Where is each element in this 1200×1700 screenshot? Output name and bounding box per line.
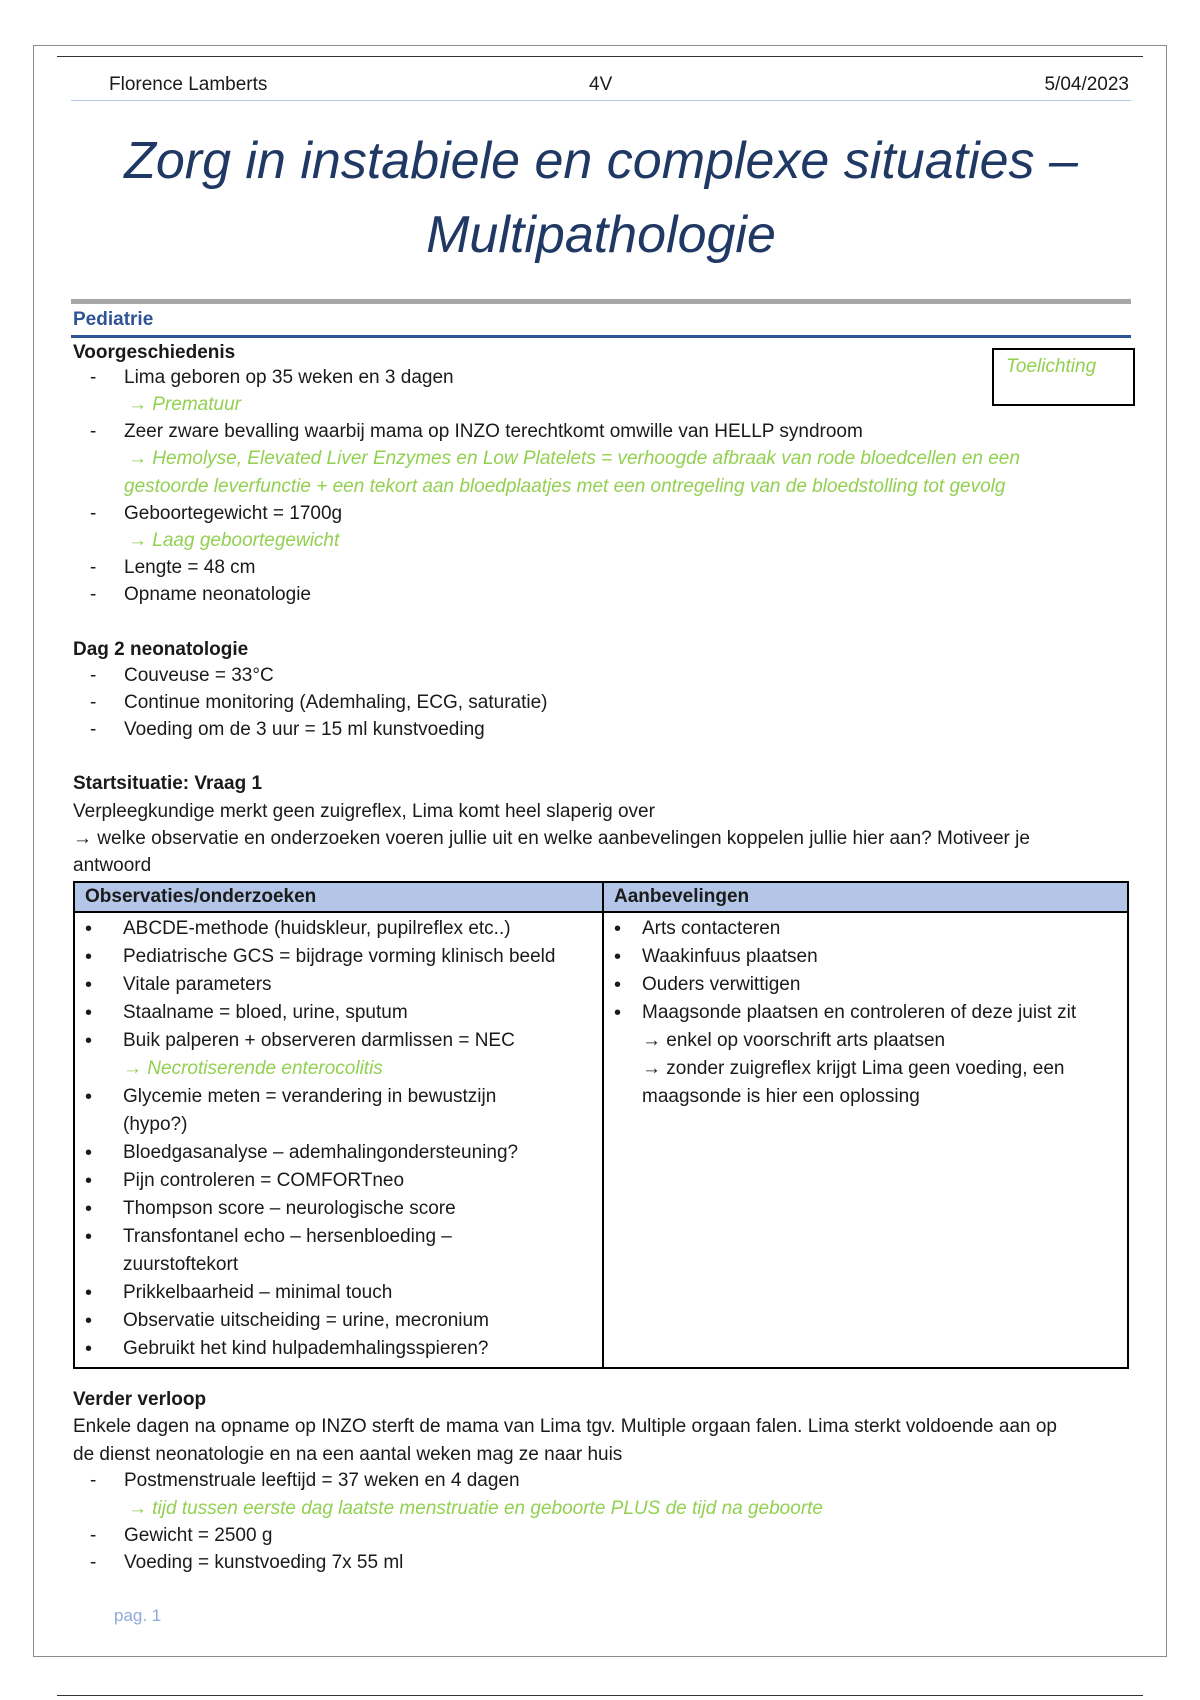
note-line: → Prematuur — [128, 394, 241, 415]
list-item: Opname neonatologie — [124, 584, 311, 605]
list-item: Lima geboren op 35 weken en 3 dagen — [124, 367, 454, 388]
section-divider — [71, 335, 1131, 338]
title-line-1: Zorg in instabiele en complexe situaties – — [124, 132, 1078, 190]
arrow-icon: → — [128, 1498, 153, 1519]
note-line: → Laag geboortegewicht — [128, 530, 340, 551]
list-item: Geboortegewicht = 1700g — [124, 503, 343, 524]
dash-bullet: - — [90, 367, 97, 388]
note-line: → tijd tussen eerste dag laatste menstruatie en geboorte PLUS de tijd na geboorte — [128, 1498, 823, 1519]
table-item: • Observatie uitscheiding = urine, mecronium — [75, 1307, 602, 1335]
toelichting-box: Toelichting — [992, 348, 1135, 406]
note-line: → Hemolyse, Elevated Liver Enzymes en Low Platelets = verhoogde afbraak van rode bloedcellen en een — [128, 448, 1020, 469]
arrow-icon: → — [128, 394, 153, 415]
dash-bullet: - — [90, 719, 97, 740]
arrow-icon: → — [642, 1030, 667, 1051]
author-name: Florence Lamberts — [109, 74, 268, 95]
table-item: • Gebruikt het kind hulpademhalingsspieren? — [75, 1335, 602, 1363]
paragraph-line: Verpleegkundige merkt geen zuigreflex, Lima komt heel slaperig over — [73, 801, 655, 822]
table-item: • Pediatrische GCS = bijdrage vorming klinisch beeld — [75, 943, 602, 971]
list-item: Postmenstruale leeftijd = 37 weken en 4 dagen — [124, 1470, 520, 1491]
table-item: • Pijn controleren = COMFORTneo — [75, 1167, 602, 1195]
table-item: • Waakinfuus plaatsen — [604, 943, 1127, 971]
table-item: • Thompson score – neurologische score — [75, 1195, 602, 1223]
page-header — [71, 72, 1131, 101]
dash-bullet: - — [90, 584, 97, 605]
list-item: Voeding om de 3 uur = 15 ml kunstvoeding — [124, 719, 485, 740]
bottom-rule — [57, 1695, 1143, 1696]
arrow-icon: → — [123, 1058, 148, 1079]
arrow-icon: → — [642, 1058, 667, 1079]
class-label: 4V — [589, 74, 613, 95]
paragraph-line: Enkele dagen na opname op INZO sterft de mama van Lima tgv. Multiple orgaan falen. Lima sterkt voldoende aan op — [73, 1416, 1057, 1437]
column-header: Aanbevelingen — [603, 882, 1128, 912]
table-item: • Vitale parameters — [75, 971, 602, 999]
table-item-continuation: (hypo?) — [123, 1114, 188, 1135]
table-item-continuation: → zonder zuigreflex krijgt Lima geen voeding, een — [642, 1058, 1065, 1079]
list-item: Couveuse = 33°C — [124, 665, 274, 686]
arrow-icon: → — [73, 828, 98, 849]
table-item-continuation: → enkel op voorschrift arts plaatsen — [642, 1030, 946, 1051]
dash-bullet: - — [90, 1470, 97, 1491]
table-item: • Transfontanel echo – hersenbloeding – — [75, 1223, 602, 1251]
dag2-heading: Dag 2 neonatologie — [73, 639, 249, 660]
top-rule — [57, 56, 1143, 57]
table-note: → Necrotiserende enterocolitis — [123, 1058, 383, 1079]
arrow-icon: → — [128, 530, 153, 551]
paragraph-line: → welke observatie en onderzoeken voeren jullie uit en welke aanbevelingen koppelen jullie hier aan? Motiveer je — [73, 828, 1030, 849]
dash-bullet: - — [90, 557, 97, 578]
table-item-continuation: maagsonde is hier een oplossing — [642, 1086, 920, 1107]
title-line-2: Multipathologie — [426, 206, 776, 264]
list-item: Voeding = kunstvoeding 7x 55 ml — [124, 1552, 404, 1573]
startsituatie-heading: Startsituatie: Vraag 1 — [73, 773, 263, 794]
list-item: Zeer zware bevalling waarbij mama op INZO terechtkomt omwille van HELLP syndroom — [124, 421, 863, 442]
list-item: Lengte = 48 cm — [124, 557, 256, 578]
recommendations-cell — [603, 912, 1128, 1368]
voorgeschiedenis-heading: Voorgeschiedenis — [73, 342, 236, 363]
list-item: Gewicht = 2500 g — [124, 1525, 273, 1546]
note-line: gestoorde leverfunctie + een tekort aan bloedplaatjes met een ontregeling van de bloedstolling tot gevolg — [124, 476, 1006, 497]
table-item: • Maagsonde plaatsen en controleren of deze juist zit — [604, 999, 1127, 1027]
column-header: Observaties/onderzoeken — [74, 882, 603, 912]
arrow-icon: → — [128, 448, 153, 469]
list-item: Continue monitoring (Ademhaling, ECG, saturatie) — [124, 692, 548, 713]
table-item: • Buik palperen + observeren darmlissen = NEC — [75, 1027, 602, 1055]
table-item: • Ouders verwittigen — [604, 971, 1127, 999]
table-item: • Glycemie meten = verandering in bewustzijn — [75, 1083, 602, 1111]
paragraph-line: de dienst neonatologie en na een aantal weken mag ze naar huis — [73, 1444, 623, 1465]
table-item: • Prikkelbaarheid – minimal touch — [75, 1279, 602, 1307]
title-divider — [71, 299, 1131, 304]
table-item: • ABCDE-methode (huidskleur, pupilreflex etc..) — [75, 915, 602, 943]
dash-bullet: - — [90, 665, 97, 686]
date-label: 5/04/2023 — [1044, 74, 1129, 95]
dash-bullet: - — [90, 692, 97, 713]
page-number: pag. 1 — [114, 1606, 162, 1625]
verder-heading: Verder verloop — [73, 1389, 207, 1410]
observations-cell — [74, 912, 603, 1368]
section-heading: Pediatrie — [73, 309, 154, 330]
dash-bullet: - — [90, 503, 97, 524]
table-item: • Bloedgasanalyse – ademhalingondersteuning? — [75, 1139, 602, 1167]
table-item: • Arts contacteren — [604, 915, 1127, 943]
dash-bullet: - — [90, 421, 97, 442]
observations-table — [73, 881, 1129, 1369]
dash-bullet: - — [90, 1552, 97, 1573]
dash-bullet: - — [90, 1525, 97, 1546]
paragraph-line: antwoord — [73, 855, 152, 876]
table-item-continuation: zuurstoftekort — [123, 1254, 239, 1275]
page-title — [71, 124, 1131, 272]
table-item: • Staalname = bloed, urine, sputum — [75, 999, 602, 1027]
